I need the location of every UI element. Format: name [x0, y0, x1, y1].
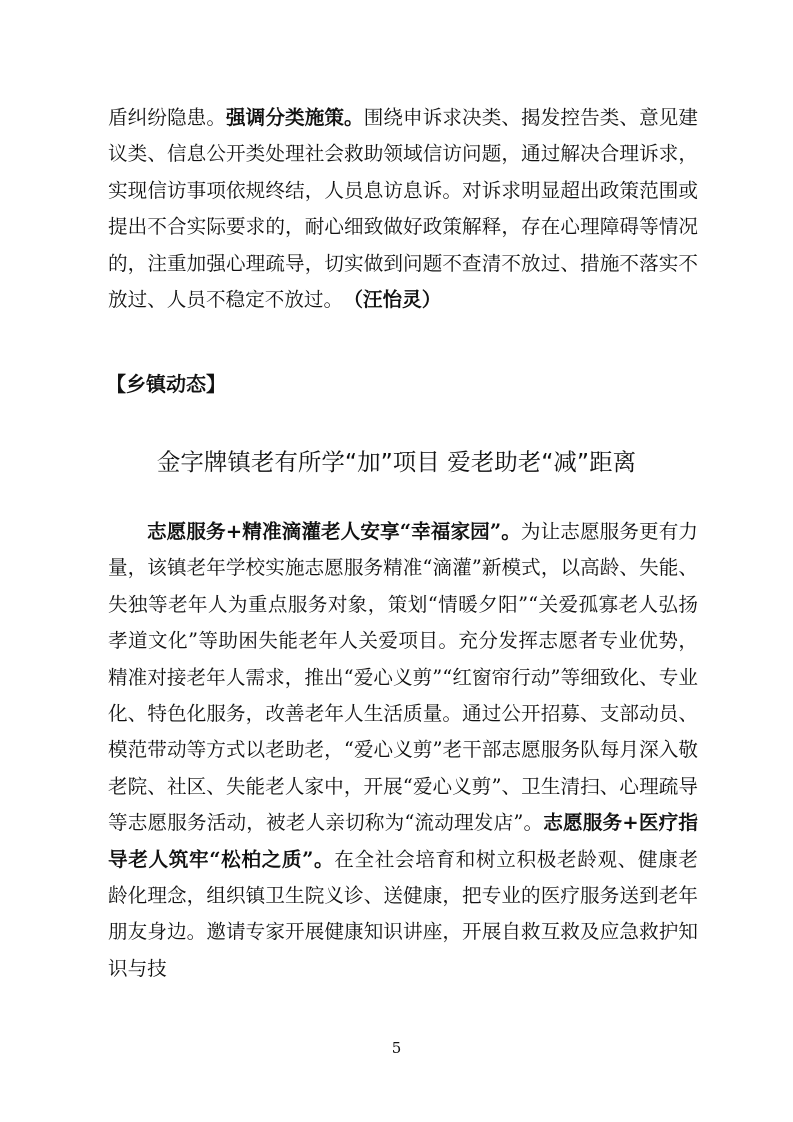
paragraph-body-text: 在全社会培育和树立积极老龄观、健康老龄化理念，组织镇卫生院义诊、送健康，把专业的医疗服务送到老年朋友身边。邀请专家开展健康知识讲座，开展自救互救及应急救护知识与技	[108, 847, 699, 980]
paragraph-lead-text: 盾纠纷隐患。	[108, 106, 227, 129]
paragraph-social-assistance	[108, 100, 698, 318]
paragraph-volunteer-service	[108, 514, 698, 987]
bold-subheading-medical-guidance: 志愿服务+医疗指导老人筑牢“松柏之质”。	[108, 811, 698, 871]
section-heading: 【乡镇动态】	[106, 372, 226, 396]
bold-subheading-classified-measures: 强调分类施策。	[226, 106, 364, 129]
paragraph-body-text: 围绕申诉求决类、揭发控告类、意见建议类、信息公开类处理社会救助领域信访问题，通过解决合理诉求，实现信访事项依规终结，人员息访息诉。对诉求明显超出政策范围或提出不合实际要求的，耐心细致做好政策解释，存在心理障碍等情况的，注重加强心理疏导，切实做到问题不查清不放过、措施不落实不放过、人员不稳定不放过。	[108, 106, 699, 312]
article-title: 金字牌镇老有所学“加”项目 爱老助老“减”距离	[156, 448, 637, 476]
paragraph-body-text: 为让志愿服务更有力量，该镇老年学校实施志愿服务精准“滴灌”新模式，以高龄、失能、失独等老年人为重点服务对象，策划“情暖夕阳”“关爱孤寡老人弘扬孝道文化”等助困失能老年人关爱项目。充分发挥志愿者专业优势，精准对接老年人需求，推出“爱心义剪”“红窗帘行动”等细致化、专业化、特色化服务，改善老年人生活质量。通过公开招募、支部动员、模范带动等方式以老助老，“爱心义剪”老干部志愿服务队每月深入敬老院、社区、失能老人家中，开展“爱心义剪”、卫生清扫、心理疏导等志愿服务活动，被老人亲切称为“流动理发店”。	[108, 520, 698, 835]
author-byline: （汪怡灵）	[353, 288, 442, 312]
page-number: 5	[391, 1039, 402, 1057]
bold-subheading-precision-service: 志愿服务+精准滴灌老人安享“幸福家园”。	[147, 520, 521, 543]
